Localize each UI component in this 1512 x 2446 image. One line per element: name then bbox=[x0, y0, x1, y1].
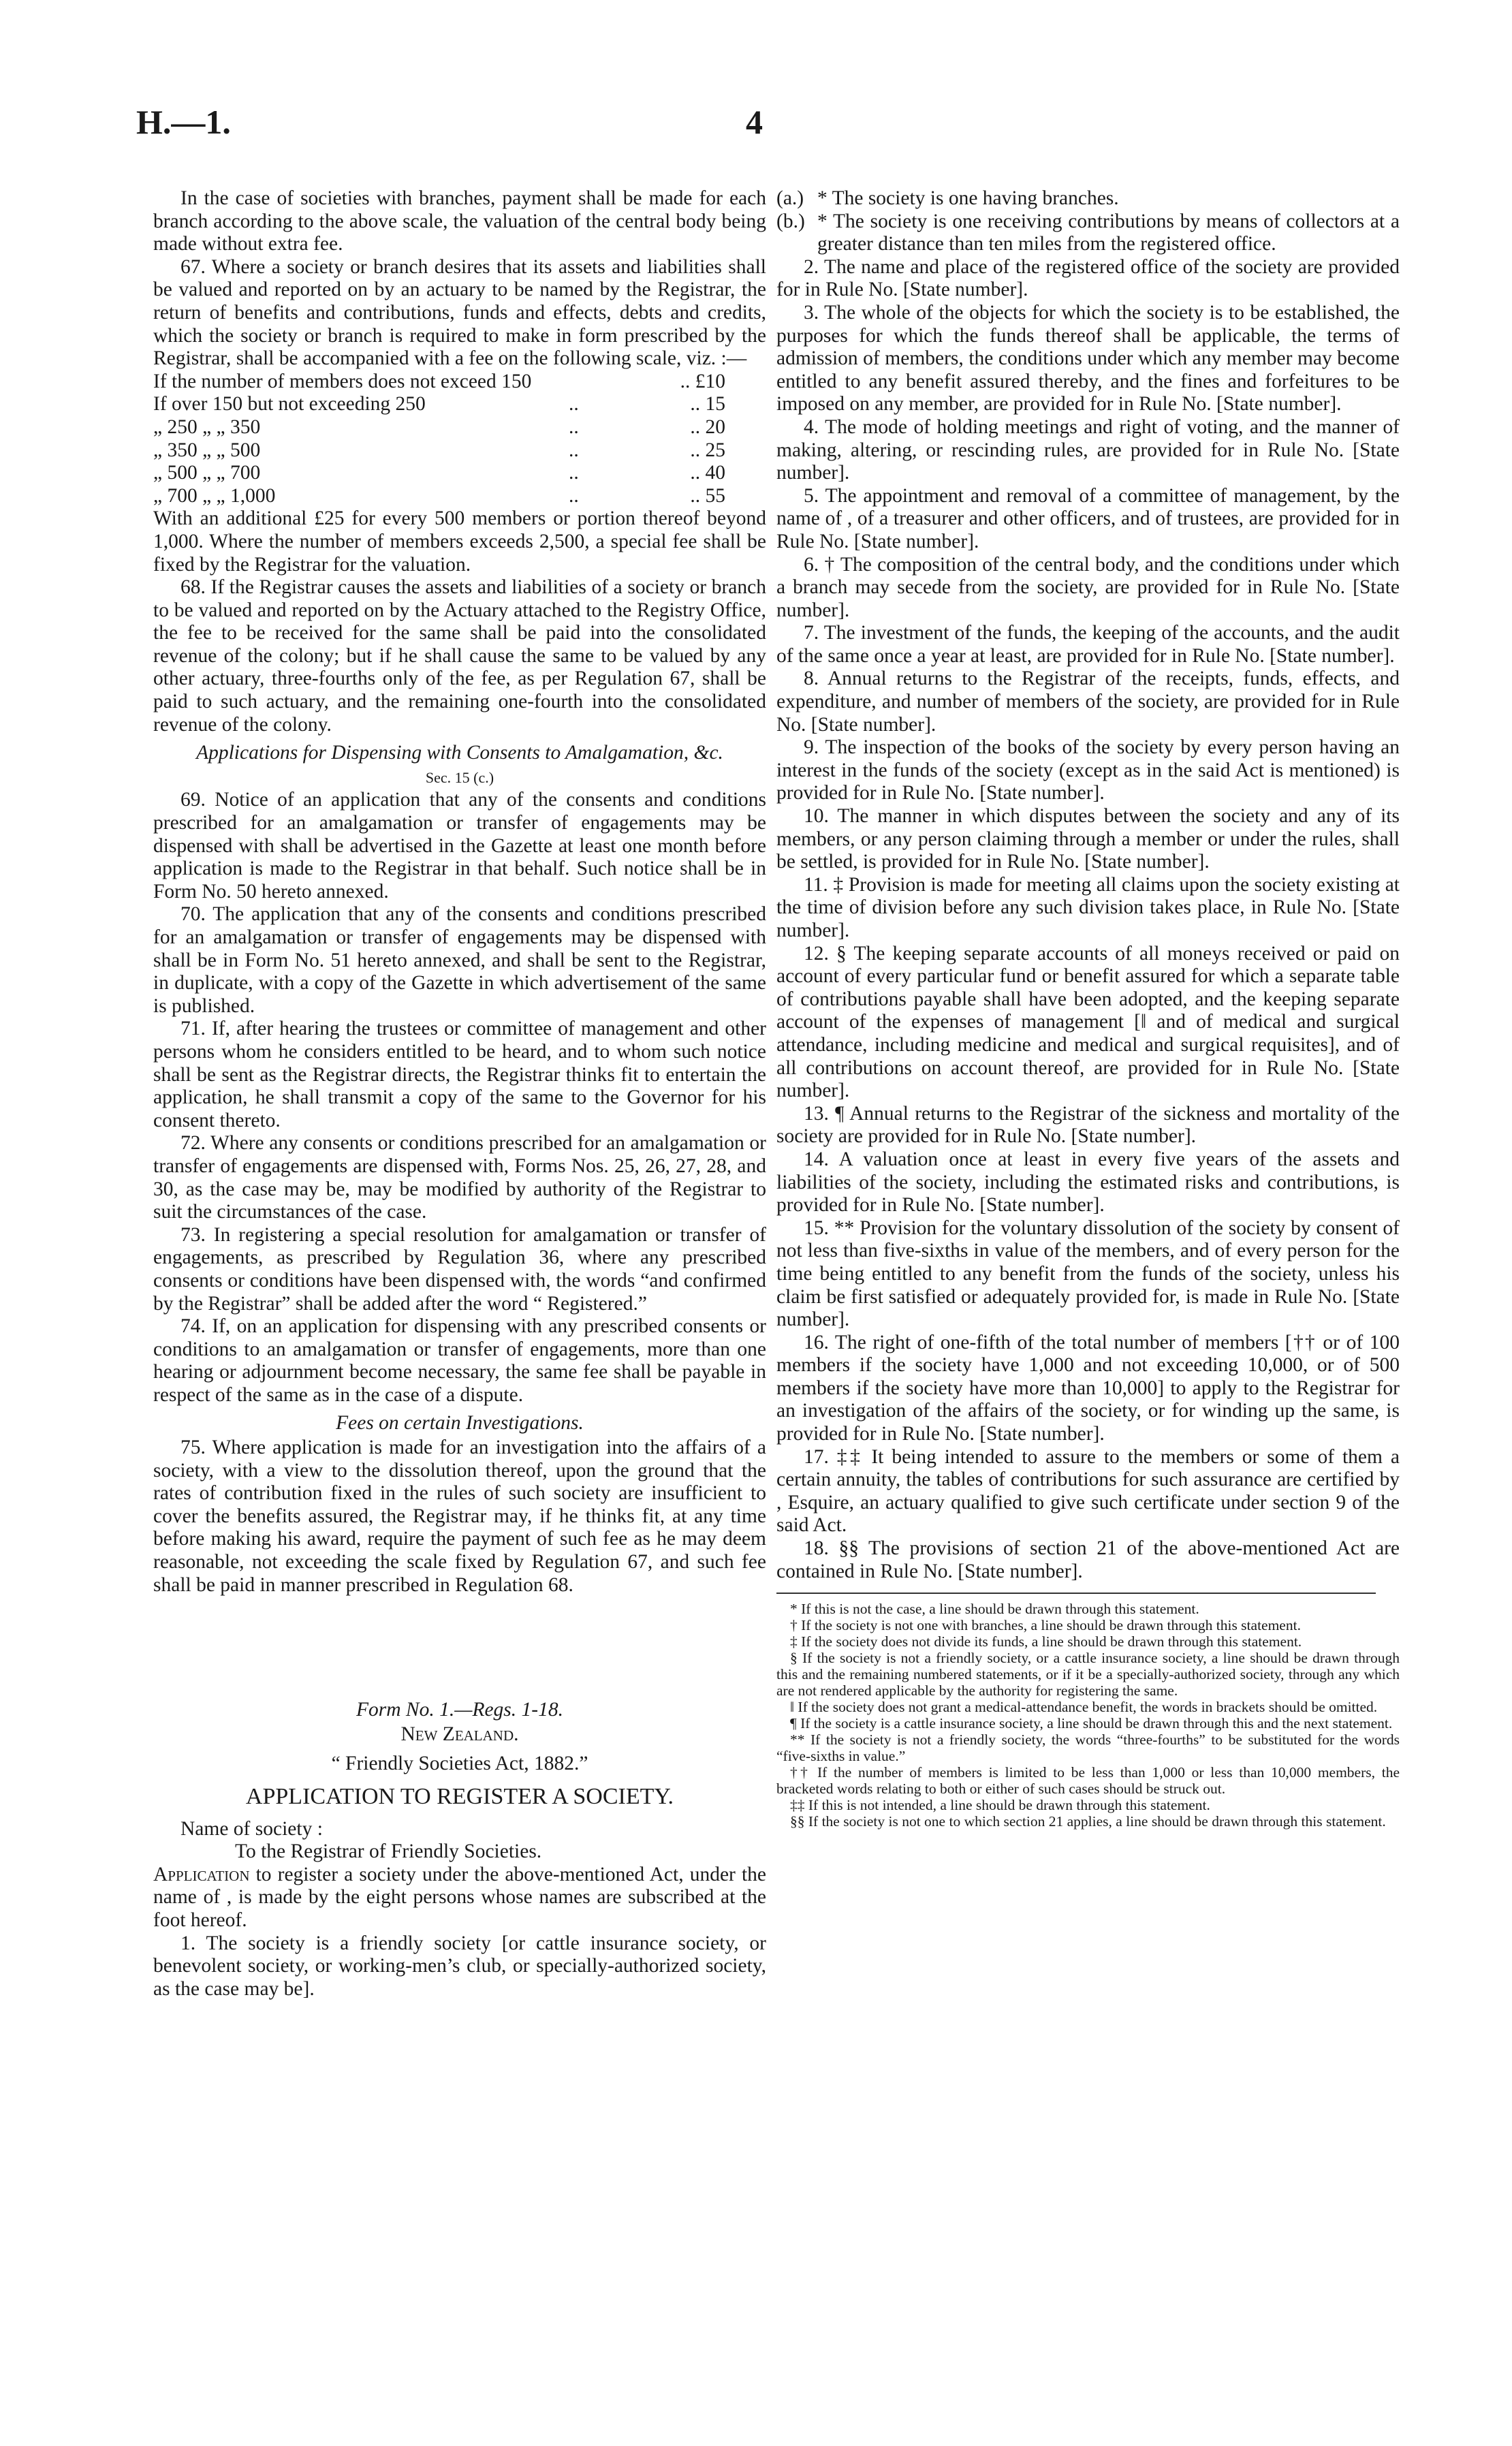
paragraph: 74. If, on an application for dispensing with any prescribed consents or conditions to an amalgamation or transfer of engagements, more than one hearing or adjournment become necessary, the same fee shall be payable in respect of the same as in the case of a dispute. bbox=[153, 1315, 766, 1406]
fee-leader: .. bbox=[569, 462, 579, 484]
footnote: ‡‡ If this is not intended, a line should be drawn through this statement. bbox=[790, 1797, 1210, 1814]
fee-scale-row bbox=[153, 462, 766, 485]
fee-range: If the number of members does not exceed 150 bbox=[153, 370, 532, 392]
fee-leader bbox=[562, 371, 671, 394]
paragraph: 72. Where any consents or conditions prescribed for an amalgamation or transfer of engagements are dispensed with, Forms Nos. 25, 26, 27, 28, and 30, as the case may be, may be modified by authority of the Registrar to suit the circumstances of the case. bbox=[153, 1132, 766, 1223]
paragraph: 18. §§ The provisions of section 21 of the above-mentioned Act are contained in Rule No. [State number]. bbox=[776, 1537, 1400, 1582]
fee-range: If over 150 but not exceeding 250 bbox=[153, 393, 426, 415]
alpha-text: * The society is one having branches. bbox=[817, 187, 1119, 209]
fee-amount: .. 20 bbox=[690, 415, 725, 438]
paragraph: 4. The mode of holding meetings and right of voting, and the manner of making, altering, or rescinding rules, are provided for in Rule No. [State number]. bbox=[776, 415, 1400, 484]
fee-amount: .. 25 bbox=[690, 439, 725, 461]
paragraph: 11. ‡ Provision is made for meeting all claims upon the society existing at the time of division before any such division takes place, in Rule No. [State number]. bbox=[776, 873, 1400, 941]
fee-amount: .. £10 bbox=[680, 370, 725, 392]
document-reference: H.—1. bbox=[136, 103, 231, 141]
application-lead: Application bbox=[153, 1863, 250, 1885]
form-addressee: To the Registrar of Friendly Societies. bbox=[235, 1840, 542, 1863]
footnote: ‖ If the society does not grant a medical-attendance benefit, the words in brackets should be omitted. bbox=[790, 1699, 1378, 1716]
paragraph: 13. ¶ Annual returns to the Registrar of the sickness and mortality of the society are provided for in Rule No. [State number]. bbox=[776, 1102, 1400, 1148]
paragraph: 8. Annual returns to the Registrar of the receipts, funds, effects, and expenditure, and number of members of the society, are provided for in Rule No. [State number]. bbox=[776, 668, 1400, 736]
left-column bbox=[153, 187, 766, 2001]
paragraph: 69. Notice of an application that any of the consents and conditions prescribed for an amalgamation or transfer of engagements may be dispensed with shall be advertised in the Gazette at least one month before application is made to the Registrar in that behalf. Such notice shall be in Form No. 50 hereto annexed. bbox=[153, 789, 766, 903]
footnotes bbox=[776, 1601, 1400, 1830]
paragraph: 73. In registering a special resolution for amalgamation or transfer of engagements, as prescribed by Regulation 36, where any prescribed consents or conditions have been dispensed with, the words “and confirmed by the Registrar” shall be added after the word “ Registered.” bbox=[153, 1223, 766, 1315]
paragraph: 70. The application that any of the consents and conditions prescribed for an amalgamation or transfer of engagements may be dispensed with shall be in Form No. 51 hereto annexed, and shall be sent to the Registrar, in duplicate, with a copy of the Gazette in which advertisement of the same is published. bbox=[153, 903, 766, 1017]
alpha-label: (a.) bbox=[776, 187, 804, 209]
fee-scale-row bbox=[153, 371, 766, 394]
footnote: § If the society is not a friendly society, or a cattle insurance society, a line should be drawn through this and the remaining numbered statements, or if it be a specially-authorized society, through any which are not rendered applicable by the authority for registering the same. bbox=[776, 1650, 1400, 1699]
application-text: to register a society under the above-mentioned Act, under the name of , is made by the eight persons whose names are subscribed at the foot hereof. bbox=[153, 1863, 766, 1931]
footnote: * If this is not the case, a line should be drawn through this statement. bbox=[790, 1601, 1199, 1618]
paragraph: 71. If, after hearing the trustees or committee of management and other persons whom he considers entitled to be heard, and to whom such notice shall be sent as the Registrar directs, the Registrar thinks fit to entertain the application, he shall transmit a copy of the same to the Governor for his consent thereto. bbox=[153, 1018, 766, 1131]
form-name-line: Name of society : bbox=[180, 1817, 323, 1840]
fee-scale-row bbox=[153, 485, 766, 508]
section-heading: Applications for Dispensing with Consents to Amalgamation, &c. bbox=[196, 742, 723, 764]
footnote: ** If the society is not a friendly society, the words “three-fourths” to be substituted for the words “five-sixths in value.” bbox=[776, 1731, 1400, 1765]
alpha-label: (b.) bbox=[776, 210, 805, 232]
footnote: ‡ If the society does not divide its funds, a line should be drawn through this statement. bbox=[790, 1633, 1302, 1650]
alpha-text: * The society is one receiving contributions by means of collectors at a greater distance than ten miles from the registered office. bbox=[817, 210, 1400, 255]
form-country: New Zealand. bbox=[400, 1723, 519, 1745]
paragraph: 3. The whole of the objects for which the society is to be established, the purposes for which the funds thereof shall be applicable, the terms of admission of members, the conditions under which any member may become entitled to any benefit assured thereby, and the fines and forfeitures to be imposed on any member, are provided for in Rule No. [State number]. bbox=[776, 301, 1400, 415]
paragraph: 2. The name and place of the registered office of the society are provided for in Rule No. [State number]. bbox=[776, 255, 1400, 301]
paragraph: 14. A valuation once at least in every five years of the assets and liabilities of the society, including the estimated risks and contributions, is provided for in Rule No. [State number]. bbox=[776, 1148, 1400, 1217]
form-item: 1. The society is a friendly society [or cattle insurance society, or benevolent society, or working-men’s club, or specially-authorized society, as the case may be]. bbox=[153, 1932, 766, 2000]
right-column bbox=[776, 187, 1400, 1830]
paragraph: 68. If the Registrar causes the assets and liabilities of a society or branch to be valued and reported on by the Actuary attached to the Registry Office, the fee to be received for the same shall be paid into the consolidated revenue of the colony; but if he shall cause the same to be valued by any other actuary, three-fourths only of the fee, as per Regulation 67, shall be paid to such actuary, and the remaining one-fourth into the consolidated revenue of the colony. bbox=[153, 576, 766, 736]
fee-scale-row bbox=[153, 439, 766, 462]
paragraph: 17. ‡‡ It being intended to assure to the members or some of them a certain annuity, the tables of contributions for such assurance are certified by , Esquire, an actuary qualified to give such certificate under section 9 of the said Act. bbox=[776, 1445, 1400, 1537]
alpha-item bbox=[776, 210, 1400, 256]
page-number: 4 bbox=[746, 103, 763, 141]
paragraph: 10. The manner in which disputes between the society and any of its members, or any person claiming through a member or under the rules, shall be settled, is provided for in Rule No. [State number]. bbox=[776, 805, 1400, 873]
paragraph: In the case of societies with branches, payment shall be made for each branch according to the above scale, the valuation of the central body being made without extra fee. bbox=[153, 187, 766, 255]
fee-amount: .. 55 bbox=[690, 484, 725, 507]
paragraph: 67. Where a society or branch desires that its assets and liabilities shall be valued and reported on by an actuary to be named by the Registrar, the return of benefits and contributions, funds and effects, debts and credits, which the society or branch is required to make in form prescribed by the Registrar, shall be accompanied with a fee on the following scale, viz. :— bbox=[153, 255, 766, 370]
paragraph: 12. § The keeping separate accounts of all moneys received or paid on account of every particular fund or benefit assured for which a separate table of contributions payable shall have been adopted, and the keeping separate account of the expenses of management [‖ and of medical and surgical attendance, including medicine and medical and surgical requisites], and of all contributions on account thereof, are provided for in Rule No. [State number]. bbox=[776, 942, 1400, 1102]
paragraph: With an additional £25 for every 500 members or portion thereof beyond 1,000. Where the number of members exceeds 2,500, a special fee shall be fixed by the Registrar for the valuation. bbox=[153, 507, 766, 576]
footnote: † If the society is not one with branches, a line should be drawn through this statement. bbox=[790, 1617, 1301, 1634]
footnote-divider bbox=[776, 1593, 1376, 1594]
fee-range: „ 350 „ „ 500 bbox=[153, 439, 261, 461]
paragraph: 7. The investment of the funds, the keeping of the accounts, and the audit of the same once a year at least, are provided for in Rule No. [State number]. bbox=[776, 622, 1400, 667]
fee-range: „ 500 „ „ 700 bbox=[153, 462, 261, 484]
fee-range: „ 700 „ „ 1,000 bbox=[153, 484, 276, 507]
paragraph: 6. † The composition of the central body, and the conditions under which a branch may secede from the society, are provided for in Rule No. [State number]. bbox=[776, 553, 1400, 621]
form-act: “ Friendly Societies Act, 1882.” bbox=[331, 1753, 588, 1775]
paragraph: 75. Where application is made for an investigation into the affairs of a society, with a view to the dissolution thereof, upon the ground that the rates of contribution fixed in the rules of such society are insufficient to cover the benefits assured, the Registrar may, if he thinks fit, at any time before making his award, require the payment of such fee as he may deem reasonable, not exceeding the scale fixed by Regulation 67, and such fee shall be paid in manner prescribed in Regulation 68. bbox=[153, 1437, 766, 1596]
fee-leader: .. bbox=[569, 415, 579, 438]
fee-leader: .. bbox=[569, 439, 579, 461]
fee-amount: .. 15 bbox=[690, 393, 725, 415]
paragraph: 16. The right of one-fifth of the total number of members [†† or of 100 members if the society have 1,000 and not exceeding 10,000, or of 500 members if the society have more than 10,000] to apply to the Registrar for an investigation of the affairs of the society, or for winding up the same, is provided for in Rule No. [State number]. bbox=[776, 1331, 1400, 1445]
paragraph: 15. ** Provision for the voluntary dissolution of the society by consent of not less than five-sixths in value of the members, and of every person for the time being entitled to any benefit from the funds of the society, unless his claim be first satisfied or adequately provided for, is made in Rule No. [State number]. bbox=[776, 1217, 1400, 1331]
footnote: §§ If the society is not one to which section 21 applies, a line should be drawn through this statement. bbox=[790, 1813, 1386, 1830]
form-block bbox=[153, 1699, 766, 2001]
alpha-item bbox=[776, 187, 1400, 210]
section-reference: Sec. 15 (c.) bbox=[425, 768, 494, 786]
footnote: †† If the number of members is limited to be less than 1,000 or less than 10,000 members, the bracketed words relating to both or either of such cases should be struck out. bbox=[776, 1764, 1400, 1798]
fee-leader: .. bbox=[569, 393, 579, 415]
fee-range: „ 250 „ „ 350 bbox=[153, 415, 261, 438]
fee-scale-row bbox=[153, 416, 766, 439]
form-reference: Form No. 1.—Regs. 1-18. bbox=[356, 1699, 563, 1721]
paragraph: 5. The appointment and removal of a committee of management, by the name of , of a treasurer and other officers, and of trustees, are provided for in Rule No. [State number]. bbox=[776, 484, 1400, 552]
fee-leader: .. bbox=[569, 484, 579, 507]
paragraph: 9. The inspection of the books of the society by every person having an interest in the funds of the society (except as in the said Act is mentioned) is provided for in Rule No. [State number]. bbox=[776, 736, 1400, 804]
form-title: APPLICATION TO REGISTER A SOCIETY. bbox=[245, 1784, 674, 1809]
fee-amount: .. 40 bbox=[690, 462, 725, 484]
fee-scale-row bbox=[153, 393, 766, 416]
footnote: ¶ If the society is a cattle insurance society, a line should be drawn through this and the next statement. bbox=[790, 1715, 1393, 1732]
section-heading: Fees on certain Investigations. bbox=[336, 1412, 584, 1434]
fee-scale-table bbox=[153, 371, 766, 508]
form-application-paragraph bbox=[153, 1864, 766, 1932]
